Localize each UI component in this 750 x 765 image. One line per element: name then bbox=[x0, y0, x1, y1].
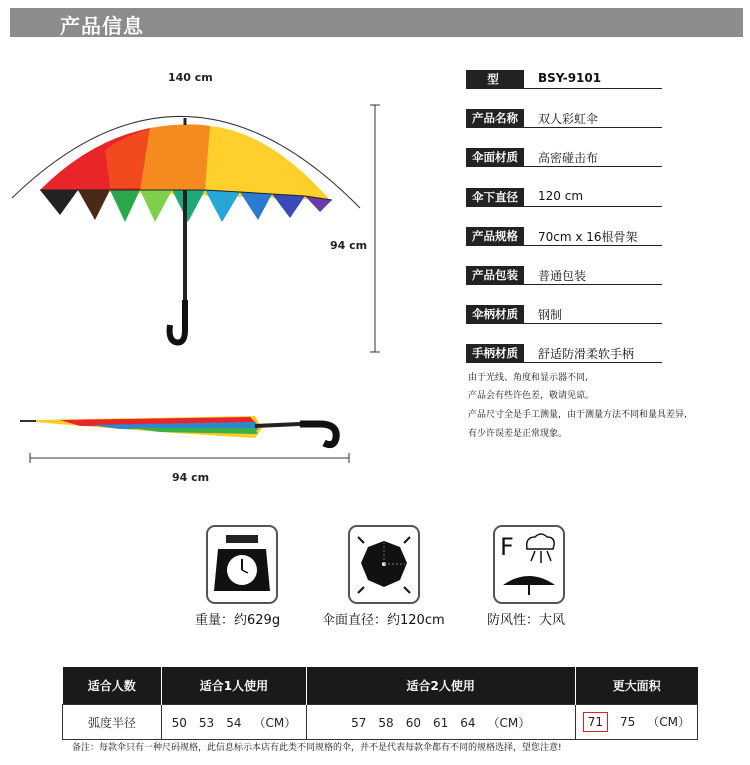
umbrella-illustration bbox=[0, 60, 400, 500]
size-value: 75 bbox=[619, 715, 636, 729]
size-value: 60 bbox=[405, 715, 421, 730]
row-label: 弧度半径 bbox=[63, 705, 162, 740]
spec-value: 120 cm bbox=[538, 189, 584, 203]
spec-label: 产品名称 bbox=[466, 109, 524, 127]
spec-label: 手柄材质 bbox=[466, 344, 524, 362]
spec-model bbox=[466, 70, 662, 104]
note-line: 由于光线、角度和显示器不同, bbox=[468, 373, 588, 383]
size-value: 54 bbox=[226, 715, 242, 730]
table-header: 适合1人使用 bbox=[162, 667, 307, 705]
spec-packaging bbox=[466, 266, 662, 285]
scale-icon bbox=[206, 525, 278, 604]
size-value: 61 bbox=[432, 715, 449, 730]
folded-length-dimension: 94 cm bbox=[172, 471, 210, 484]
umbrella-handle bbox=[170, 300, 185, 343]
spec-value: 舒适防滑柔软手柄 bbox=[538, 347, 635, 361]
spec-diameter bbox=[466, 188, 662, 207]
spec-label: 产品包装 bbox=[466, 266, 524, 284]
note-line: 产品尺寸全是手工测量，由于测量方法不同和量具差异, bbox=[468, 410, 687, 420]
size-table bbox=[62, 667, 698, 740]
table-header: 适合2人使用 bbox=[306, 667, 575, 705]
one-person-sizes bbox=[162, 705, 307, 740]
size-value-highlighted: 71 bbox=[583, 712, 608, 732]
size-unit: （CM） bbox=[487, 715, 531, 730]
note-line: 有少许误差是正常现象。 bbox=[468, 429, 568, 439]
wind-icon-letter: F bbox=[500, 533, 514, 561]
feature-caption-weight: 重量：约629g bbox=[195, 613, 281, 628]
spec-label: 伞下直径 bbox=[466, 188, 524, 206]
size-value: 57 bbox=[351, 715, 367, 730]
table-header: 适合人数 bbox=[63, 667, 162, 705]
table-header-row bbox=[63, 667, 698, 705]
height-dimension: 94 cm bbox=[330, 239, 368, 252]
spec-value: 70cm x 16根骨架 bbox=[538, 230, 638, 244]
feature-caption-wind: 防风性：大风 bbox=[487, 613, 566, 628]
note-line: 产品会有些许色差，敬请见谅。 bbox=[468, 391, 595, 401]
spec-value: BSY-9101 bbox=[538, 71, 602, 85]
umbrella-canopy-icon bbox=[348, 525, 420, 604]
spec-size bbox=[466, 227, 662, 246]
spec-label: 伞面材质 bbox=[466, 148, 524, 166]
spec-product-name bbox=[466, 109, 662, 128]
section-title: 产品信息 bbox=[60, 14, 144, 38]
spec-value: 钢制 bbox=[538, 308, 563, 322]
size-unit: （CM） bbox=[253, 715, 297, 730]
size-value: 50 bbox=[171, 715, 187, 730]
size-unit: （CM） bbox=[647, 715, 690, 729]
wind-resistance-icon bbox=[493, 525, 565, 604]
spec-value: 双人彩虹伞 bbox=[538, 112, 599, 126]
spec-label: 产品规格 bbox=[466, 227, 524, 245]
width-dimension: 140 cm bbox=[168, 71, 213, 84]
two-person-sizes bbox=[306, 705, 575, 740]
larger-sizes bbox=[575, 705, 697, 740]
feature-caption-diameter: 伞面直径：约120cm bbox=[322, 613, 445, 628]
footnote: 备注：每款伞只有一种尺码规格，此信息标示本店有此类不同规格的伞，并不是代表每款伞都有不同的规格选择，望您注意! bbox=[72, 743, 562, 753]
table-header: 更大面积 bbox=[575, 667, 697, 705]
size-value: 64 bbox=[460, 715, 476, 730]
size-value: 53 bbox=[198, 715, 215, 730]
table-row bbox=[63, 705, 698, 740]
section-header bbox=[10, 8, 743, 37]
spec-shaft-material bbox=[466, 305, 662, 324]
spec-label: 伞柄材质 bbox=[466, 305, 524, 323]
spec-canopy-material bbox=[466, 148, 662, 167]
spec-handle-material bbox=[466, 344, 662, 363]
size-value: 58 bbox=[378, 715, 394, 730]
spec-label: 型 号 bbox=[466, 70, 524, 88]
spec-value: 高密碰击布 bbox=[538, 151, 599, 165]
spec-value: 普通包装 bbox=[538, 269, 587, 283]
